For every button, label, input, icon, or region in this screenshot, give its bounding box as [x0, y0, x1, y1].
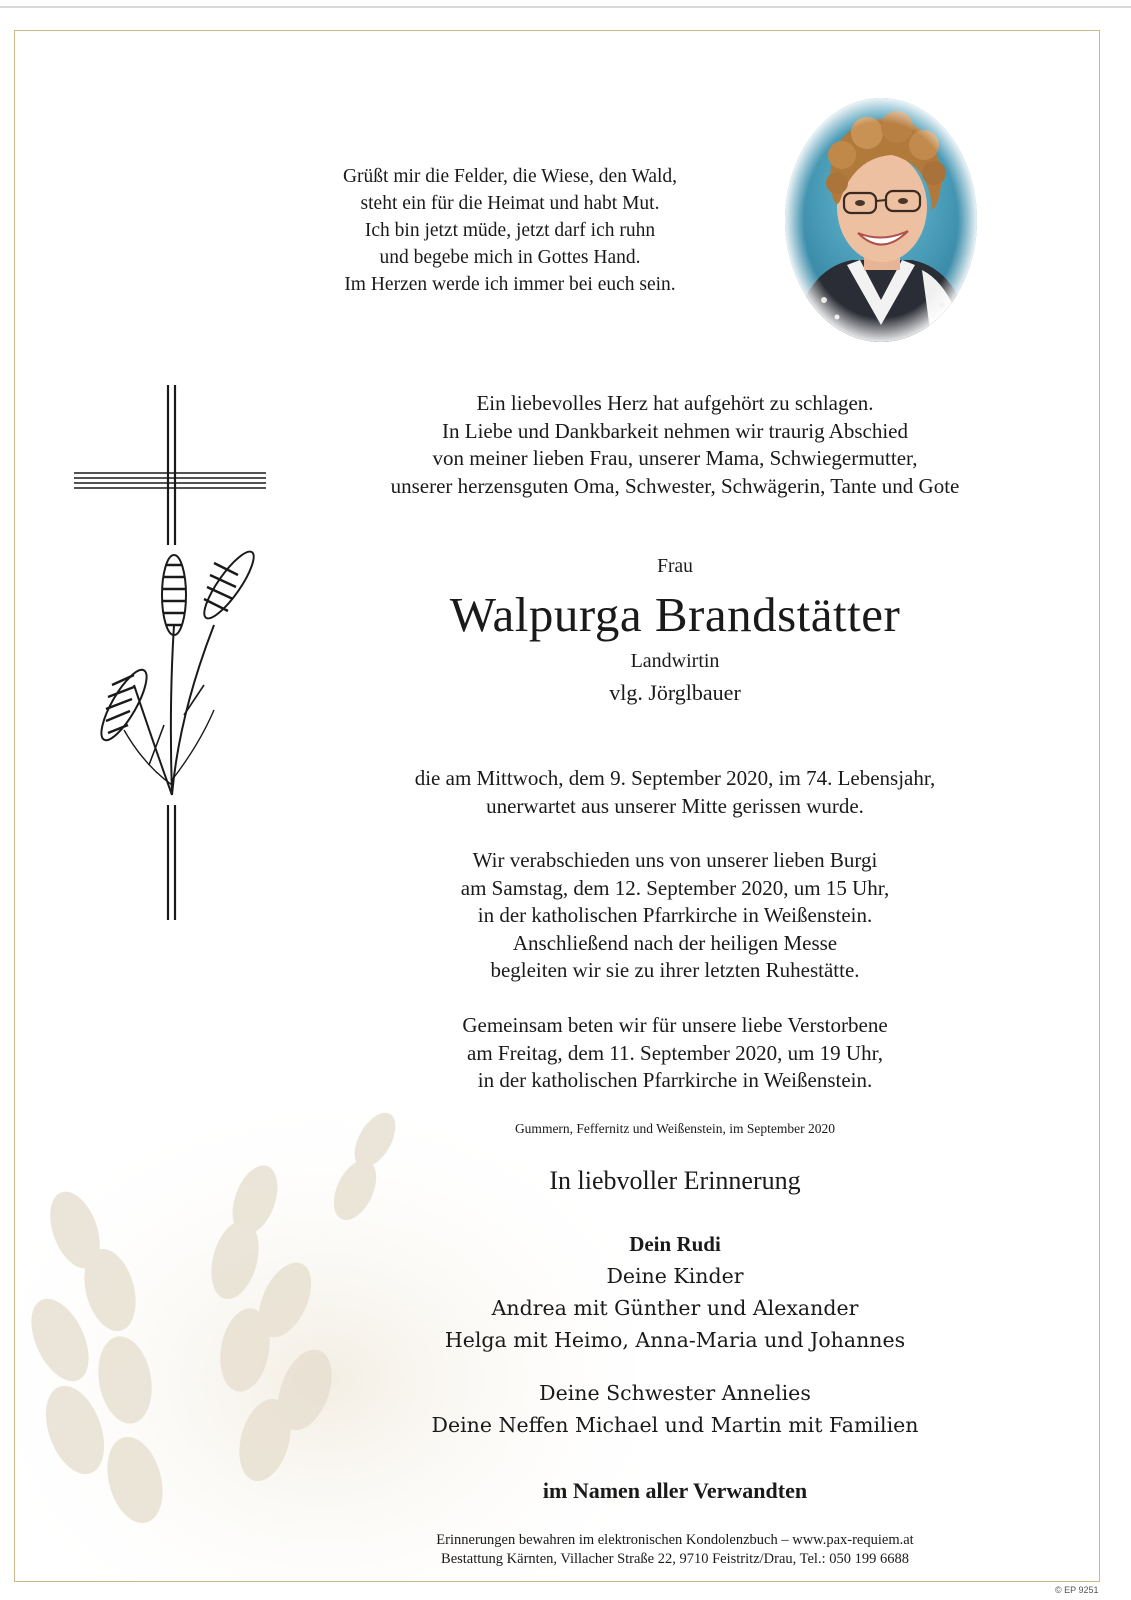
death-notice-line: die am Mittwoch, dem 9. September 2020, im 74. Lebensjahr, [414, 766, 936, 790]
place-and-date: Gummern, Feffernitz und Weißenstein, im September 2020 [514, 1121, 836, 1136]
memory-heading: In liebvoller Erinnerung [549, 1166, 801, 1195]
prayer-line: am Freitag, dem 11. September 2020, um 19 Uhr, [467, 1040, 883, 1065]
relatives-text: im Namen aller Verwandten [542, 1478, 808, 1503]
family-list-extended [300, 1377, 1050, 1441]
prayer-info [300, 1012, 1050, 1095]
family-line: Deine Kinder [606, 1264, 744, 1288]
relatives-note [300, 1478, 1050, 1504]
intro-line: Ein liebevolles Herz hat aufgehört zu schlagen. [476, 391, 874, 415]
death-notice-line: unerwartet aus unserer Mitte gerissen wurde. [486, 793, 864, 818]
death-notice [300, 765, 1050, 820]
prayer-line: in der katholischen Pfarrkirche in Weißenstein. [477, 1068, 873, 1092]
funeral-line: am Samstag, dem 12. September 2020, um 15 Uhr, [460, 875, 890, 900]
deceased-name: Walpurga Brandstätter [449, 587, 901, 642]
document-code: © EP 9251 [1055, 1585, 1099, 1595]
funeral-line: Anschließend nach der heiligen Messe [512, 930, 838, 955]
verse-line: Ich bin jetzt müde, jetzt darf ich ruhn [364, 220, 656, 241]
family-line: Deine Schwester Annelies [539, 1381, 811, 1405]
cross-with-wheat-icon [74, 385, 274, 940]
verse-line: Im Herzen werde ich immer bei euch sein. [344, 274, 676, 295]
farm-alias: vlg. Jörglbauer [609, 680, 741, 705]
scan-edge-line [0, 6, 1131, 8]
intro-line: In Liebe und Dankbarkeit nehmen wir traurig Abschied [442, 418, 908, 443]
verse-line: steht ein für die Heimat und habt Mut. [360, 193, 660, 214]
verse-line: und begebe mich in Gottes Hand. [379, 247, 641, 268]
occupation: Landwirtin [630, 650, 720, 672]
funeral-line: in der katholischen Pfarrkirche in Weißenstein. [477, 903, 873, 927]
salutation: Frau [657, 556, 693, 577]
funeral-line: Wir verabschieden uns von unserer lieben Burgi [472, 848, 878, 872]
verse-line: Grüßt mir die Felder, die Wiese, den Wald, [342, 166, 678, 187]
family-line: Dein Rudi [629, 1232, 721, 1256]
opening-verse [300, 163, 720, 298]
intro-line: unserer herzensguten Oma, Schwester, Schwägerin, Tante und Gote [390, 473, 960, 498]
portrait-photo [782, 95, 980, 345]
family-line: Helga mit Heimo, Anna-Maria und Johannes [444, 1328, 906, 1352]
footer-line-condolence: Erinnerungen bewahren im elektronischen Kondolenzbuch – www.pax-requiem.at [436, 1532, 914, 1548]
family-line: Andrea mit Günther und Alexander [491, 1296, 859, 1320]
intro-text [300, 390, 1050, 500]
footer-line-undertaker: Bestattung Kärnten, Villacher Straße 22, 9710 Feistritz/Drau, Tel.: 050 199 6688 [441, 1551, 909, 1567]
prayer-line: Gemeinsam beten wir für unsere liebe Verstorbene [462, 1013, 888, 1037]
funeral-line: begleiten wir sie zu ihrer letzten Ruhestätte. [490, 958, 860, 982]
family-line: Deine Neffen Michael und Martin mit Familien [431, 1413, 919, 1437]
family-list-main [300, 1228, 1050, 1356]
funeral-info [300, 847, 1050, 985]
footer [300, 1531, 1050, 1569]
intro-line: von meiner lieben Frau, unserer Mama, Schwiegermutter, [432, 446, 918, 470]
